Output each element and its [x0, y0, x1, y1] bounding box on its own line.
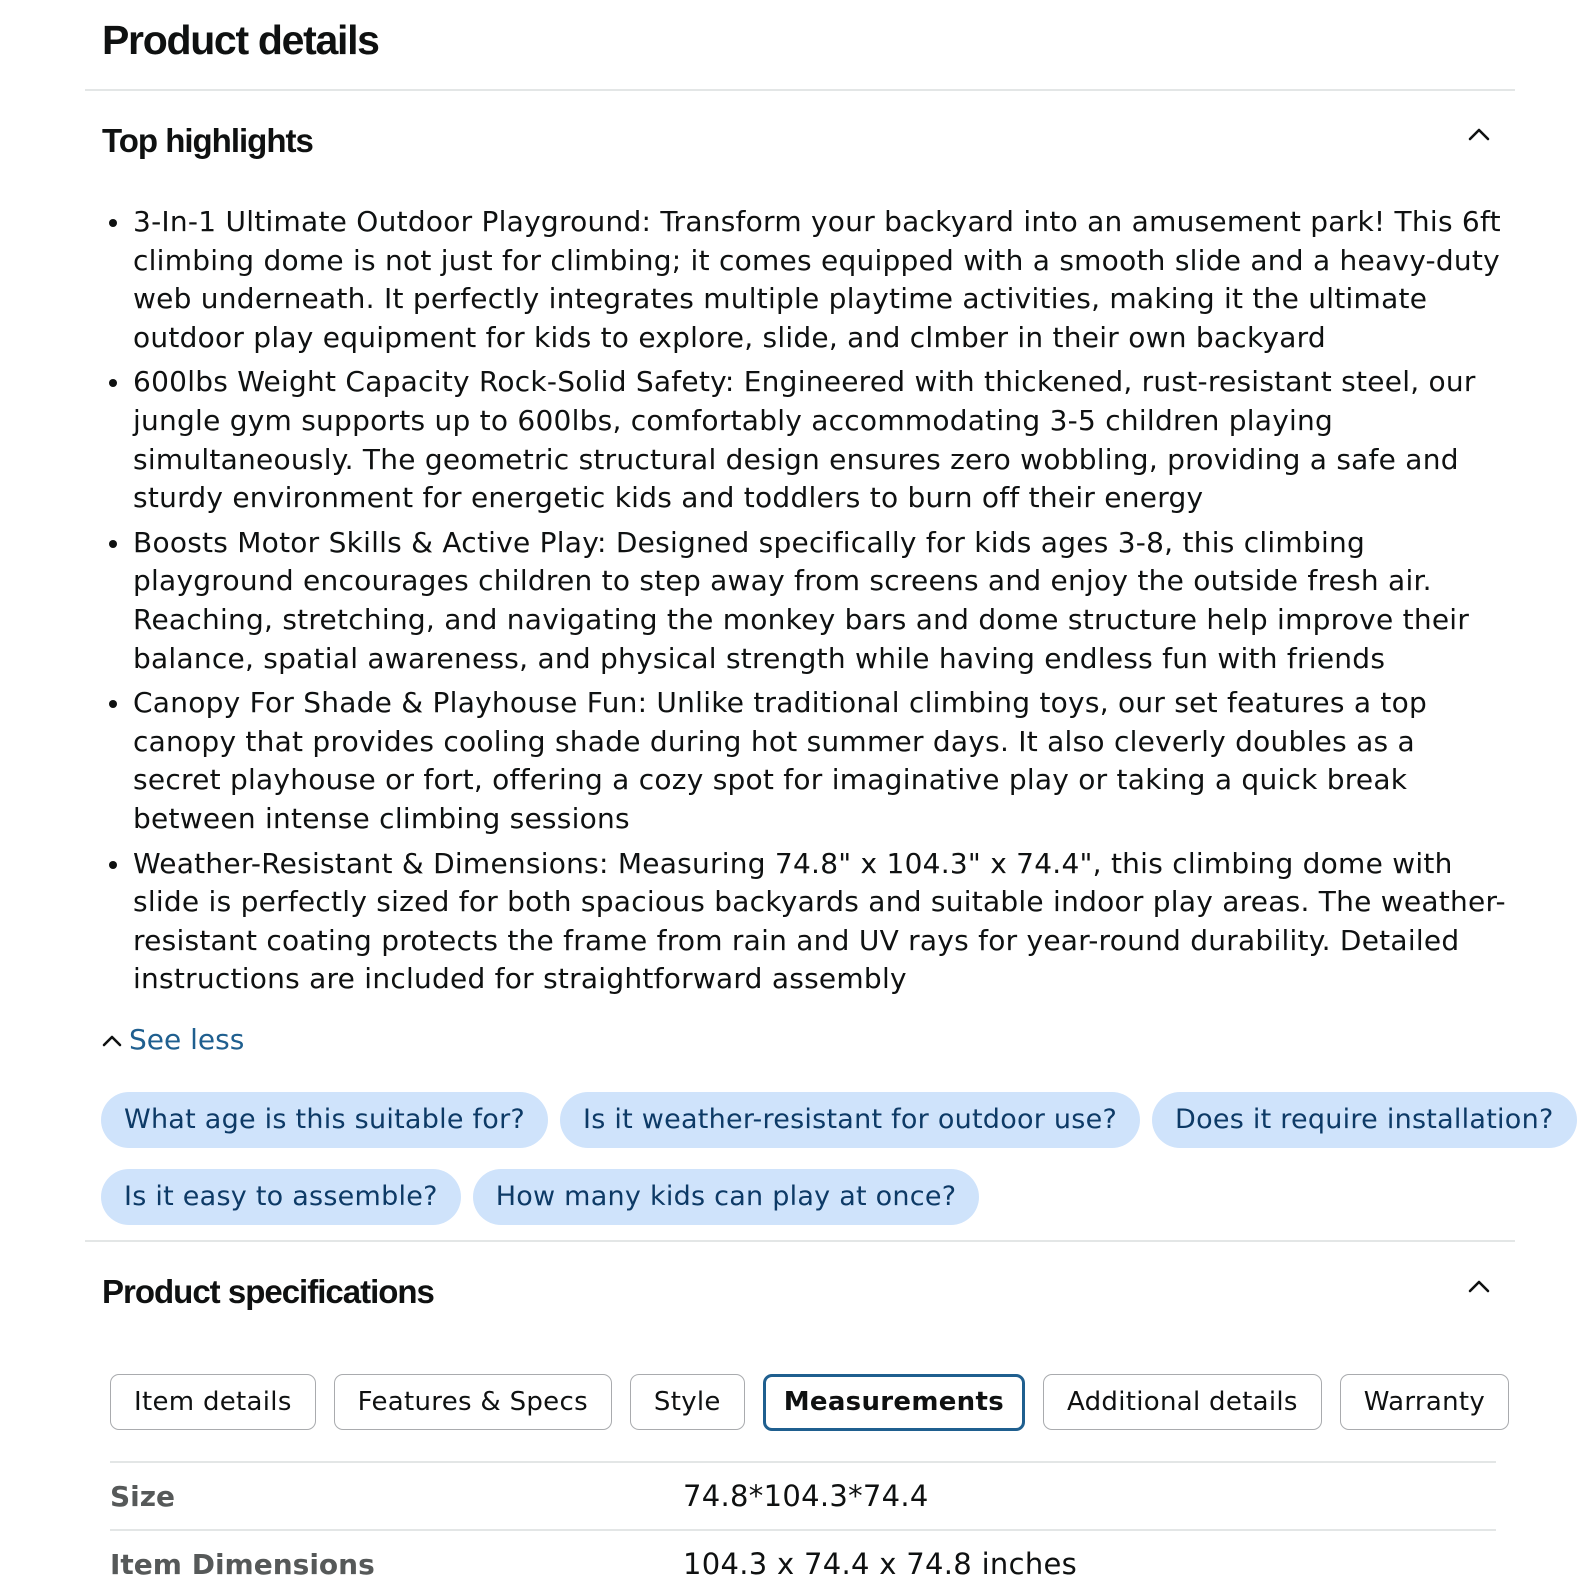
see-less-label: See less [129, 1023, 245, 1056]
suggested-questions [101, 1092, 1554, 1246]
question-chip-assemble[interactable]: Is it easy to assemble? [101, 1169, 461, 1225]
tab-warranty[interactable]: Warranty [1340, 1374, 1509, 1430]
collapse-top-highlights-icon[interactable] [1468, 124, 1488, 144]
bullet-dot [109, 379, 117, 387]
product-specifications-title: Product specifications [102, 1273, 434, 1310]
tab-item-details[interactable]: Item details [110, 1374, 316, 1430]
list-item [100, 684, 1510, 838]
list-item [100, 524, 1510, 678]
list-item [100, 203, 1510, 357]
spec-value: 104.3 x 74.4 x 74.8 inches [683, 1547, 1078, 1581]
top-highlights-title: Top highlights [102, 122, 313, 159]
list-item [100, 363, 1510, 517]
page-title: Product details [102, 17, 379, 63]
see-less-link[interactable] [102, 1022, 244, 1058]
spec-value: 74.8*104.3*74.4 [683, 1479, 929, 1513]
bullet-dot [109, 540, 117, 548]
tab-additional-details[interactable]: Additional details [1043, 1374, 1322, 1430]
spec-key: Item Dimensions [110, 1547, 375, 1581]
table-row [110, 1461, 1496, 1529]
tab-features-specs[interactable]: Features & Specs [334, 1374, 612, 1430]
divider [85, 1240, 1515, 1242]
highlight-text: Weather-Resistant & Dimensions: Measuring 74.8" x 104.3" x 74.4", this climbing dome with slide is perfectly sized for both spacious backyards and suitable indoor play areas. The weather-resistant coating protects the frame from rain and UV rays for year-round durability. Detailed instructions are included for straightforward assembly [133, 846, 1506, 996]
question-chip-age[interactable]: What age is this suitable for? [101, 1092, 548, 1148]
chevron-up-icon [102, 1032, 122, 1048]
spec-table [110, 1461, 1496, 1589]
tab-style[interactable]: Style [630, 1374, 745, 1430]
question-chip-installation[interactable]: Does it require installation? [1152, 1092, 1576, 1148]
question-chip-kids[interactable]: How many kids can play at once? [473, 1169, 980, 1225]
list-item [100, 845, 1510, 999]
highlight-text: 600lbs Weight Capacity Rock-Solid Safety: Engineered with thickened, rust-resistant steel, our jungle gym supports up to 600lbs, comfortably accommodating 3-5 children playing simultaneously. The geometric structural design ensures zero wobbling, providing a safe and sturdy environment for energetic kids and toddlers to burn off their energy [133, 365, 1476, 515]
highlight-text: 3-In-1 Ultimate Outdoor Playground: Transform your backyard into an amusement park! This 6ft climbing dome is not just for climbing; it comes equipped with a smooth slide and a heavy-duty web underneath. It perfectly integrates multiple playtime activities, making it the ultimate outdoor play equipment for kids to explore, slide, and clmber in their own backyard [133, 205, 1501, 354]
highlight-text: Canopy For Shade & Playhouse Fun: Unlike traditional climbing toys, our set features a top canopy that provides cooling shade during hot summer days. It also cleverly doubles as a secret playhouse or fort, offering a cozy spot for imaginative play or taking a quick break between intense climbing sessions [133, 686, 1428, 835]
highlight-text: Boosts Motor Skills & Active Play: Designed specifically for kids ages 3-8, this climbing playground encourages children to step away from screens and enjoy the outside fresh air. Reaching, stretching, and navigating the monkey bars and dome structure help improve their balance, spatial awareness, and physical strength while having endless fun with friends [133, 525, 1470, 675]
table-row [110, 1529, 1496, 1589]
chip-row [101, 1092, 1554, 1148]
collapse-specifications-icon[interactable] [1468, 1276, 1488, 1296]
spec-tabs [110, 1374, 1509, 1431]
spec-key: Size [110, 1479, 176, 1513]
divider [85, 89, 1515, 91]
bullet-dot [109, 219, 117, 227]
highlights-list [100, 203, 1510, 1005]
bullet-dot [109, 861, 117, 869]
tab-measurements[interactable]: Measurements [763, 1374, 1025, 1431]
question-chip-weather[interactable]: Is it weather-resistant for outdoor use? [560, 1092, 1140, 1148]
bullet-dot [109, 700, 117, 708]
chip-row [101, 1169, 1521, 1225]
